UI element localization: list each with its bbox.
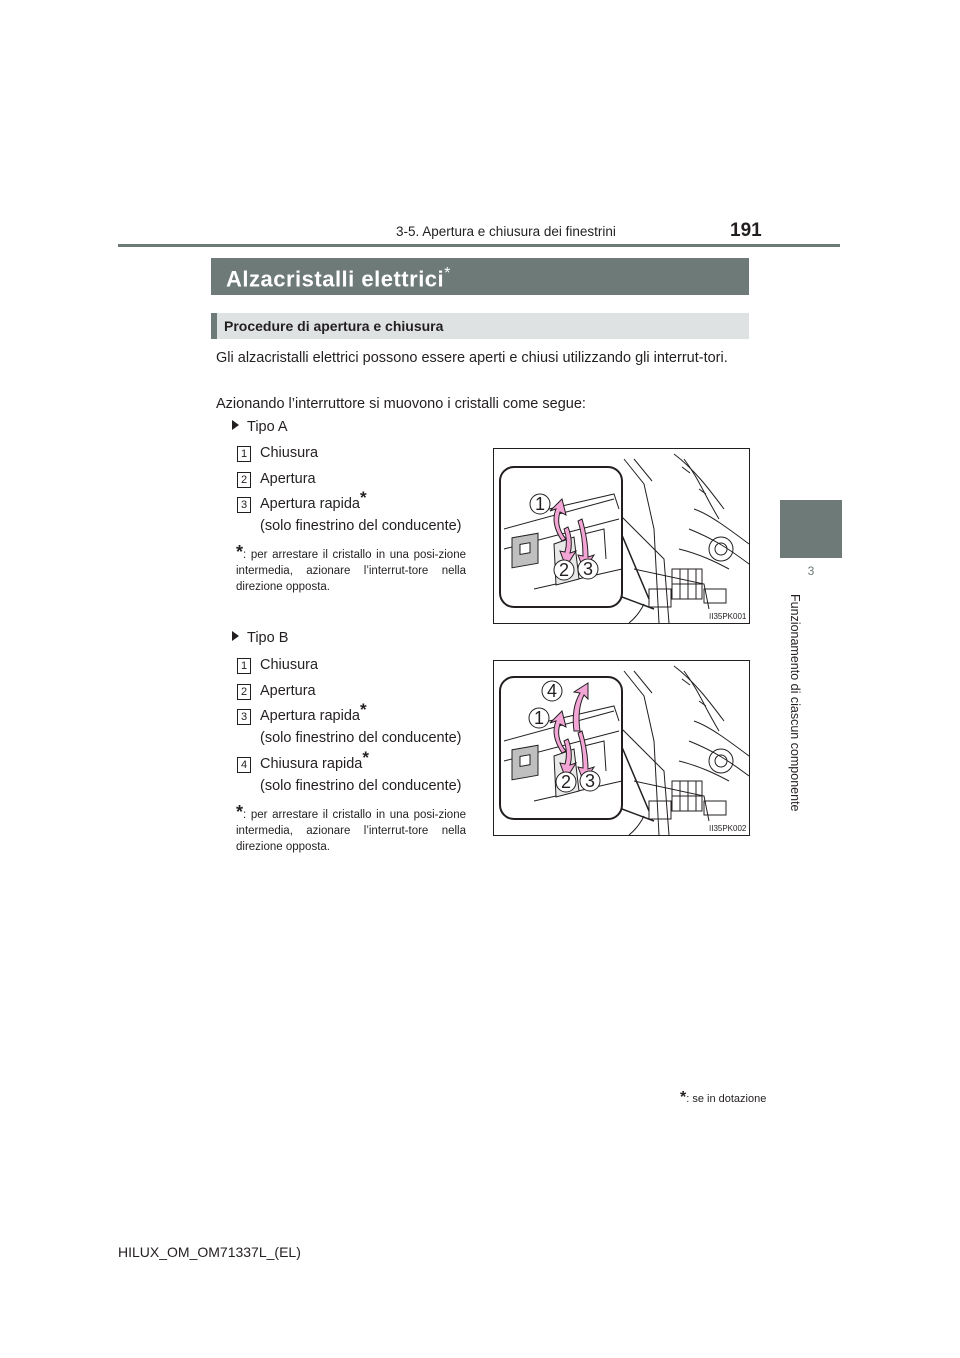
- item-number: 1: [237, 446, 251, 462]
- item-text-main: Chiusura rapida: [260, 756, 363, 772]
- intro-paragraph-2: Azionando l’interruttore si muovono i cristalli come segue:: [216, 396, 586, 412]
- chapter-title: Funzionamento di ciascun componente: [788, 594, 802, 812]
- type-b-label-text: Tipo B: [247, 630, 289, 646]
- chapter-tab: [780, 500, 842, 558]
- item-number: 1: [237, 658, 251, 674]
- item-text: [260, 748, 369, 772]
- item-subtext: (solo finestrino del conducente): [260, 778, 462, 794]
- page-number: 191: [730, 220, 762, 241]
- item-number: 4: [237, 757, 251, 773]
- footnote-text: : se in dotazione: [686, 1093, 767, 1105]
- section-reference: 3-5. Apertura e chiusura dei finestrini: [396, 224, 616, 239]
- callout-1: 1: [534, 708, 545, 728]
- callout-2: 2: [561, 772, 572, 792]
- document-code: HILUX_OM_OM71337L_(EL): [118, 1244, 301, 1260]
- item-subtext: (solo finestrino del conducente): [260, 518, 462, 534]
- note-asterisk: *: [236, 542, 244, 562]
- item-text-main: Apertura rapida: [260, 496, 360, 512]
- asterisk: *: [359, 700, 367, 719]
- callout-3: 3: [585, 771, 596, 791]
- window-switch-illustration-a: [494, 449, 749, 623]
- figure-type-a: [493, 448, 750, 624]
- callout-4: 4: [547, 681, 558, 701]
- figure-code: II35PK002: [709, 824, 747, 833]
- item-text: Apertura: [260, 471, 316, 487]
- item-text: [260, 488, 367, 512]
- callout-1: 1: [535, 494, 546, 514]
- item-number: 3: [237, 497, 251, 513]
- item-text-main: Apertura rapida: [260, 708, 360, 724]
- item-text: [260, 700, 367, 724]
- figure-type-b: [493, 660, 750, 836]
- title-star: *: [444, 265, 451, 282]
- asterisk: *: [359, 488, 367, 507]
- intro-paragraph: Gli alzacristalli elettrici possono essere aperti e chiusi utilizzando gli interrut-tori.: [216, 350, 728, 366]
- item-number: 2: [237, 472, 251, 488]
- type-b-label: [232, 630, 288, 646]
- item-text: Chiusura: [260, 657, 319, 673]
- item-number: 3: [237, 709, 251, 725]
- type-a-label: [232, 419, 288, 435]
- note-text: : per arrestare il cristallo in una posi-zione intermedia, azionare l’interrut-tore nella direzione opposta.: [236, 549, 466, 593]
- figure-code: II35PK001: [709, 612, 747, 621]
- chapter-number: 3: [807, 564, 815, 578]
- type-a-label-text: Tipo A: [247, 419, 288, 435]
- item-text: Chiusura: [260, 445, 319, 461]
- page-title-text: Alzacristalli elettrici: [226, 266, 445, 292]
- footnote-asterisk: *: [680, 1089, 687, 1106]
- item-subtext: (solo finestrino del conducente): [260, 730, 462, 746]
- triangle-bullet-icon: [232, 420, 239, 430]
- subsection-accent: [211, 313, 217, 339]
- type-b-note: [236, 804, 466, 855]
- triangle-bullet-icon: [232, 631, 239, 641]
- window-switch-illustration-b: [494, 661, 749, 835]
- asterisk: *: [362, 748, 369, 767]
- header-rule: [118, 244, 840, 247]
- note-text: : per arrestare il cristallo in una posi-zione intermedia, azionare l’interrut-tore nella direzione opposta.: [236, 809, 466, 853]
- item-text: Apertura: [260, 683, 316, 699]
- item-number: 2: [237, 684, 251, 700]
- page-title: [226, 265, 451, 292]
- footnote: [680, 1089, 766, 1107]
- note-asterisk: *: [236, 802, 244, 822]
- subsection-title: Procedure di apertura e chiusura: [224, 318, 444, 334]
- type-a-note: [236, 544, 466, 595]
- callout-3: 3: [583, 559, 594, 579]
- callout-2: 2: [559, 560, 570, 580]
